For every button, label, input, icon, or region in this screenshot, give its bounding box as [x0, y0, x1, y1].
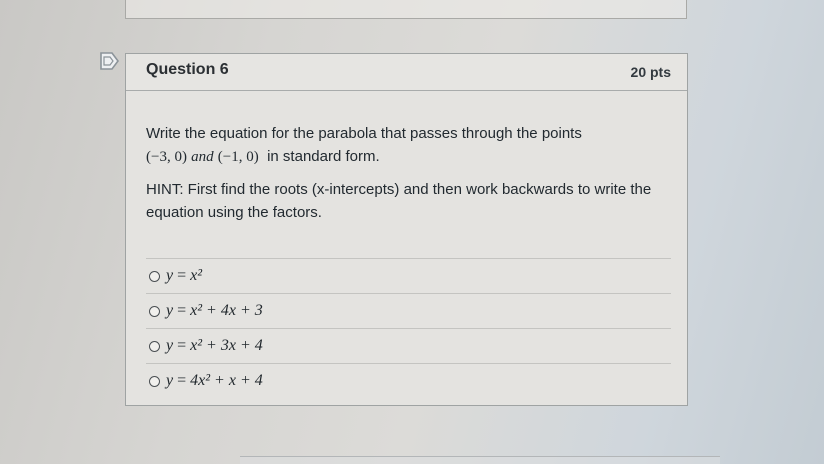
answer-label: y = x² + 4x + 3 [166, 302, 263, 319]
answer-label: y = x² + 3x + 4 [166, 337, 263, 354]
question-prompt [146, 122, 666, 169]
hint-text: HINT: First find the roots (x-intercepts) and then work backwards to write the equation using the factors. [146, 181, 652, 221]
question-title: Question 6 [146, 61, 229, 78]
prompt-tail: in standard form. [267, 148, 380, 165]
radio-button-icon[interactable] [149, 376, 160, 387]
radio-button-icon[interactable] [149, 271, 160, 282]
previous-question-box [125, 0, 687, 19]
question-body [146, 122, 666, 224]
question-card [125, 53, 688, 406]
point2-math: (−1, 0) [217, 149, 259, 165]
next-question-edge [240, 456, 720, 464]
flag-question-icon[interactable] [98, 51, 122, 71]
question-points: 20 pts [630, 64, 671, 80]
and-word: and [191, 149, 214, 165]
point1-math: (−3, 0) [146, 149, 187, 165]
answer-label: y = x² [166, 267, 203, 284]
radio-button-icon[interactable] [149, 306, 160, 317]
prompt-line1: Write the equation for the parabola that passes through the points [146, 125, 582, 142]
answer-list [146, 258, 671, 398]
question-header [126, 54, 687, 91]
answer-label: y = 4x² + x + 4 [166, 372, 263, 389]
radio-button-icon[interactable] [149, 341, 160, 352]
answer-option-1[interactable] [146, 258, 671, 293]
answer-option-2[interactable] [146, 293, 671, 328]
answer-option-4[interactable] [146, 363, 671, 398]
answer-option-3[interactable] [146, 328, 671, 363]
